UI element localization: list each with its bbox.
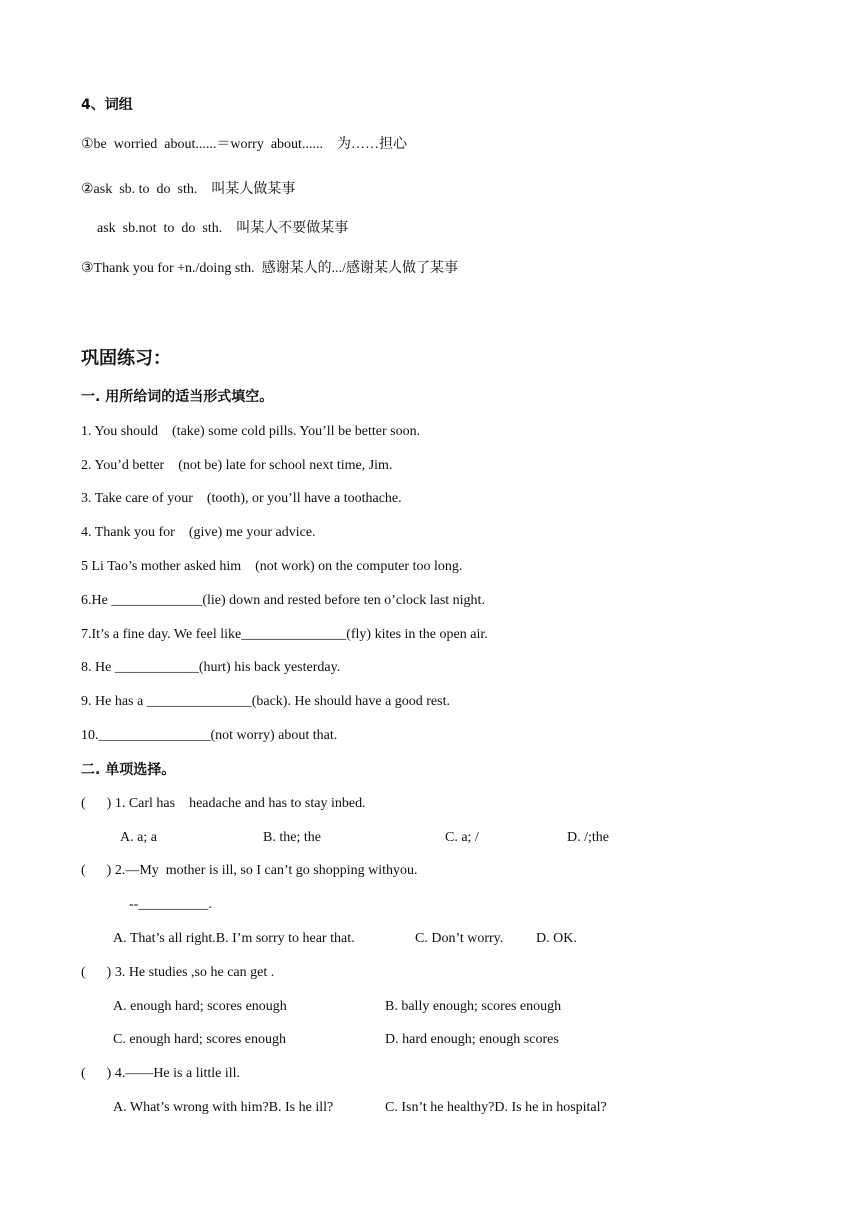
choice-option: B. the; the bbox=[263, 830, 321, 845]
choice-option: A. enough hard; scores enough bbox=[113, 999, 287, 1014]
choice-option: D. OK. bbox=[536, 931, 577, 946]
fill-blank-question: 8. He ____________(hurt) his back yesterday. bbox=[81, 660, 341, 675]
fill-blank-question: 7.It’s a fine day. We feel like_______________(fly) kites in the open air. bbox=[81, 627, 488, 642]
fill-blank-question: 1. You should (take) some cold pills. You’ll be better soon. bbox=[81, 424, 421, 439]
choice-option: A. What’s wrong with him?B. Is he ill? bbox=[113, 1100, 334, 1115]
choice-question-stem: ( ) 2.—My mother is ill, so I can’t go shopping withyou. bbox=[81, 863, 418, 878]
choice-option: A. a; a bbox=[120, 830, 157, 845]
part1-heading: 一. 用所给词的适当形式填空。 bbox=[81, 389, 274, 405]
choice-option: C. enough hard; scores enough bbox=[113, 1032, 287, 1047]
choice-option: C. Isn’t he healthy?D. Is he in hospital? bbox=[385, 1100, 607, 1115]
fill-blank-question: 6.He _____________(lie) down and rested before ten o’clock last night. bbox=[81, 593, 485, 608]
choice-question-stem: ( ) 3. He studies ,so he can get . bbox=[81, 965, 275, 980]
choice-question-stem: ( ) 1. Carl has headache and has to stay inbed. bbox=[81, 796, 366, 811]
fill-blank-question: 5 Li Tao’s mother asked him (not work) on the computer too long. bbox=[81, 559, 463, 574]
fill-blank-question: 3. Take care of your (tooth), or you’ll have a toothache. bbox=[81, 491, 402, 506]
fill-blank-question: 4. Thank you for (give) me your advice. bbox=[81, 525, 316, 540]
phrase-item: ②ask sb. to do sth. 叫某人做某事 bbox=[81, 182, 296, 197]
choice-option: C. Don’t worry. bbox=[415, 931, 504, 946]
phrases-heading: 4、词组 bbox=[81, 97, 133, 113]
phrase-item: ①be worried about......＝worry about...... 为……担心 bbox=[81, 137, 407, 152]
choice-option: D. /;the bbox=[567, 830, 609, 845]
phrase-item: ③Thank you for +n./doing sth. 感谢某人的.../感谢某人做了某事 bbox=[81, 261, 459, 276]
fill-blank-question: 9. He has a _______________(back). He should have a good rest. bbox=[81, 694, 450, 709]
fill-blank-question: 10.________________(not worry) about that. bbox=[81, 728, 338, 743]
choice-option: B. bally enough; scores enough bbox=[385, 999, 562, 1014]
dialogue-reply: --__________. bbox=[129, 897, 212, 912]
choice-option: C. a; / bbox=[445, 830, 479, 845]
choice-option: D. hard enough; enough scores bbox=[385, 1032, 559, 1047]
choice-question-stem: ( ) 4.——He is a little ill. bbox=[81, 1066, 241, 1081]
phrase-item: ask sb.not to do sth. 叫某人不要做某事 bbox=[97, 221, 349, 236]
fill-blank-question: 2. You’d better (not be) late for school next time, Jim. bbox=[81, 458, 393, 473]
part2-heading: 二. 单项选择。 bbox=[81, 762, 176, 778]
practice-title: 巩固练习： bbox=[81, 348, 171, 369]
choice-option: A. That’s all right.B. I’m sorry to hear that. bbox=[113, 931, 355, 946]
